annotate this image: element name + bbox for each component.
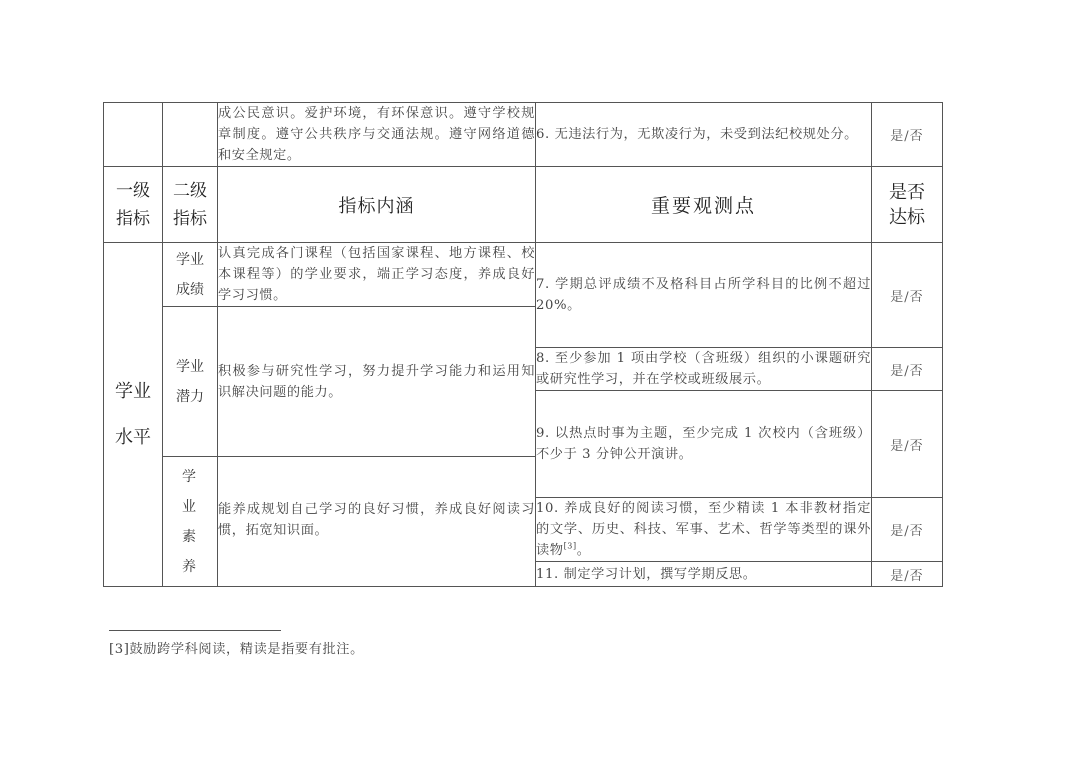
header-result-line2: 达标 (889, 206, 925, 228)
observation-8: 8. 至少参加 1 项由学校（含班级）组织的小课题研究或研究性学习，并在学校或班级展示。 (536, 348, 872, 391)
header-row (104, 167, 943, 243)
observation-9: 9. 以热点时事为主题，至少完成 1 次校内（含班级）不少于 3 分钟公开演讲。 (536, 391, 872, 498)
evaluation-table (103, 102, 943, 587)
header-result (872, 167, 943, 243)
level2-literacy-line1: 学 业 (182, 468, 208, 515)
prev-level2-cell (163, 103, 218, 167)
level2-potential-line1: 学业 (176, 358, 204, 375)
level2-grades-line1: 学业 (176, 251, 204, 268)
footnote-divider (109, 630, 281, 631)
content-potential: 积极参与研究性学习，努力提升学习能力和运用知识解决问题的能力。 (218, 307, 536, 457)
level2-grades (163, 243, 218, 307)
content-literacy: 能养成规划自己学习的良好习惯，养成良好阅读习惯，拓宽知识面。 (218, 457, 536, 587)
observation-10-text: 10. 养成良好的阅读习惯，至少精读 1 本非教材指定的文学、历史、科技、军事、艺术、哲学等类型的课外读物 (536, 501, 871, 558)
header-result-line1: 是否 (889, 181, 925, 203)
level1-line1: 学业 (115, 380, 151, 402)
header-content: 指标内涵 (218, 167, 536, 243)
level2-literacy (163, 457, 218, 587)
table-row (104, 243, 943, 307)
level1-line2: 水平 (115, 426, 151, 448)
header-level1 (104, 167, 163, 243)
result-7: 是/否 (872, 243, 943, 348)
footnote-reference[interactable]: [3] (563, 541, 577, 551)
footnote-text: [3]鼓励跨学科阅读，精读是指要有批注。 (109, 642, 364, 657)
observation-10 (536, 498, 872, 562)
observation-7: 7. 学期总评成绩不及格科目占所学科目的比例不超过 20%。 (536, 243, 872, 348)
level2-literacy-line2: 素养 (182, 528, 208, 575)
result-9: 是/否 (872, 391, 943, 498)
observation-10-end: 。 (576, 543, 591, 558)
header-level1-line1: 一级 (116, 180, 150, 201)
result-11: 是/否 (872, 562, 943, 587)
prev-content-cell: 成公民意识。爱护环境，有环保意识。遵守学校规章制度。遵守公共秩序与交通法规。遵守网络道德和安全规定。 (218, 103, 536, 167)
header-level2-line1: 二级 (173, 180, 207, 201)
result-10: 是/否 (872, 498, 943, 562)
observation-11: 11. 制定学习计划，撰写学期反思。 (536, 562, 872, 587)
observation-6: 6. 无违法行为，无欺凌行为，未受到法纪校规处分。 (536, 103, 872, 167)
level2-potential (163, 307, 218, 457)
level2-grades-line2: 成绩 (176, 281, 204, 298)
content-grades: 认真完成各门课程（包括国家课程、地方课程、校本课程等）的学业要求，端正学习态度，养成良好学习习惯。 (218, 243, 536, 307)
header-observation: 重要观测点 (536, 167, 872, 243)
result-6: 是/否 (872, 103, 943, 167)
level1-academic (104, 243, 163, 587)
continued-row (104, 103, 943, 167)
level2-potential-line2: 潜力 (176, 388, 204, 405)
header-level2 (163, 167, 218, 243)
prev-level1-cell (104, 103, 163, 167)
result-8: 是/否 (872, 348, 943, 391)
header-level2-line2: 指标 (173, 208, 207, 229)
header-level1-line2: 指标 (116, 208, 150, 229)
